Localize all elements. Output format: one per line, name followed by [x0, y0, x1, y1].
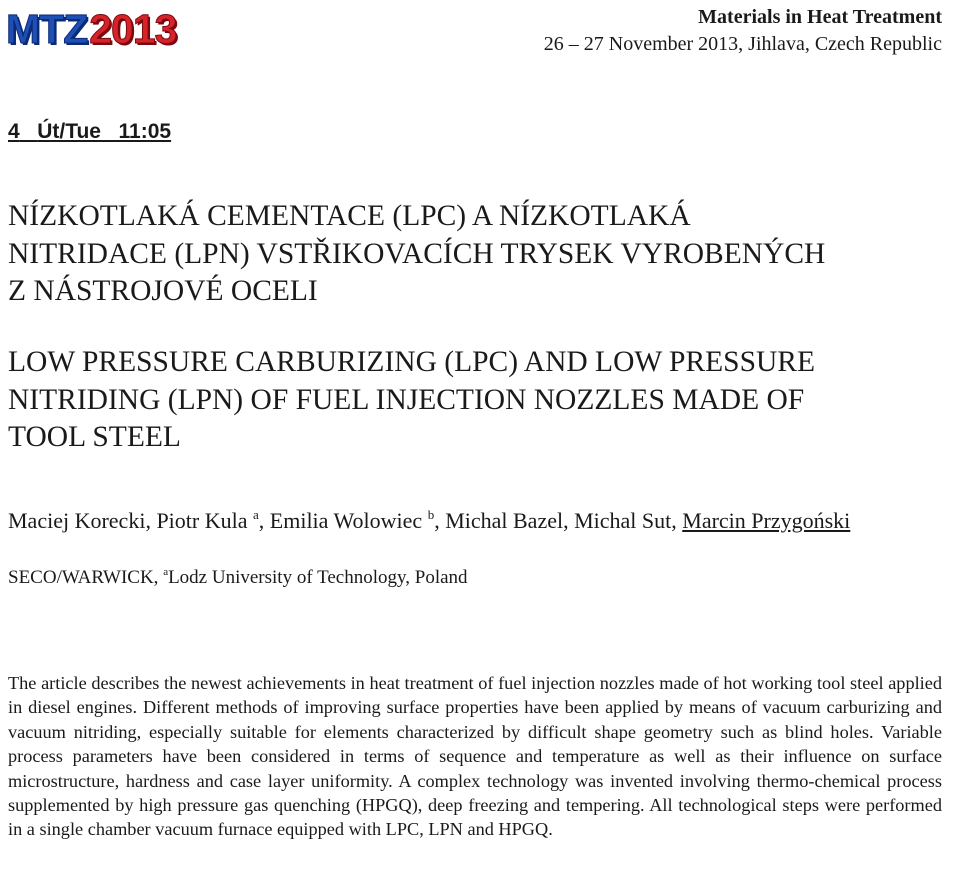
author-affiliation-mark: b — [427, 507, 435, 522]
logo-year-text: 2013 — [89, 6, 177, 52]
author: Piotr Kula — [156, 508, 248, 533]
author-list: Maciej Korecki, Piotr Kula $^a$, Emilia Wolowiec $^b$, Michal Bazel, Michal Sut, Marcin Przygoński — [8, 507, 851, 533]
logo-mtz-text: MTZ — [6, 6, 88, 52]
author: Maciej Korecki — [8, 508, 146, 533]
affiliation — [8, 566, 468, 590]
title-cz-line: Z NÁSTROJOVÉ OCELI — [8, 275, 318, 307]
author: Michal Sut — [574, 508, 672, 533]
title-en-line: TOOL STEEL — [8, 421, 181, 453]
abstract-text: The article describes the newest achievements in heat treatment of fuel injection nozzles made of hot working tool steel applied in diesel engines. Different methods of improving surface properties have been applied by means of vacuum carburizing and vacuum nitriding, especially suitable for elements characterized by difficult shape geometry such as blind holes. Variable process parameters have been considered in terms of sequence and temperature as well as their influence on surface microstructure, hardness and case layer uniformity. A complex technology was invented involving thermo-chemical process supplemented by high pressure gas quenching (HPGQ), deep freezing and tempering. All technological steps were performed in a single chamber vacuum furnace equipped with LPC, LPN and HPGQ. — [8, 673, 942, 840]
conference-date-place: 26 – 27 November 2013, Jihlava, Czech Republic — [543, 33, 942, 55]
author-affiliation-mark: a — [253, 507, 259, 522]
title-en-line: LOW PRESSURE CARBURIZING (LPC) AND LOW PRESSURE — [8, 346, 815, 378]
session-time: 11:05 — [118, 120, 172, 143]
title-cz-line: NITRIDACE (LPN) VSTŘIKOVACÍCH TRYSEK VYROBENÝCH — [8, 237, 826, 270]
title-cz-line: NÍZKOTLAKÁ CEMENTACE (LPC) A NÍZKOTLAKÁ — [8, 200, 691, 232]
affiliation-mark: a — [163, 566, 169, 578]
affiliation-org: SECO/WARWICK, — [8, 567, 159, 588]
session-number: 4 — [8, 120, 20, 143]
conference-logo — [6, 6, 176, 52]
session-day: Út/Tue — [37, 120, 101, 143]
session-info — [8, 120, 171, 144]
presenting-author: Marcin Przygoński — [682, 508, 851, 533]
title-english — [8, 344, 953, 457]
affiliation-university: Lodz University of Technology, Poland — [168, 567, 468, 588]
author: Michal Bazel — [445, 508, 564, 533]
author: Emilia Wolowiec — [269, 508, 423, 533]
title-en-line: NITRIDING (LPN) OF FUEL INJECTION NOZZLES MADE OF — [8, 383, 805, 416]
title-czech — [8, 198, 953, 311]
conference-header — [544, 4, 942, 58]
conference-name: Materials in Heat Treatment — [698, 6, 942, 28]
